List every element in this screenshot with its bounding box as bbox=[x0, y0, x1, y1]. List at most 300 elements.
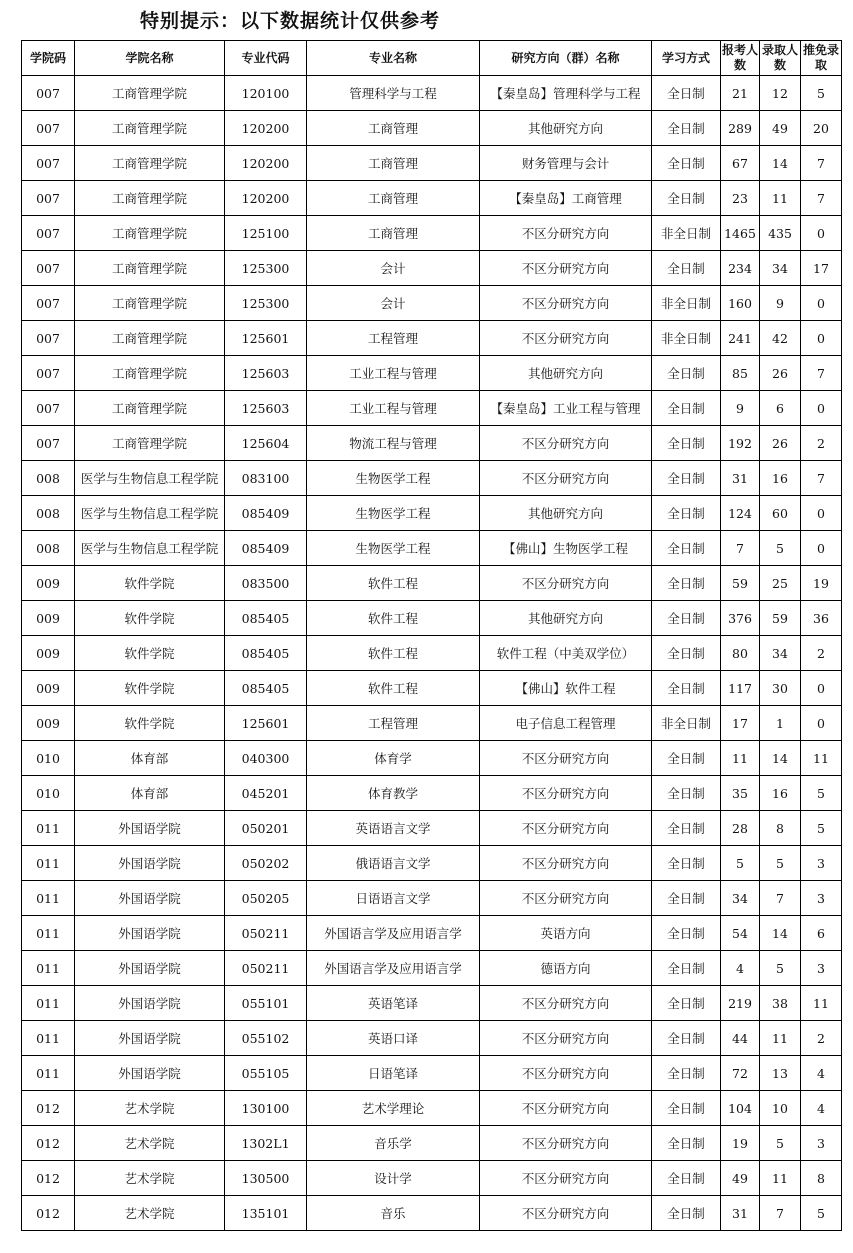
cell-admitted: 26 bbox=[760, 426, 801, 461]
cell-research-direction: 【佛山】软件工程 bbox=[480, 671, 652, 706]
cell-research-direction: 财务管理与会计 bbox=[480, 146, 652, 181]
table-row bbox=[22, 1021, 842, 1056]
cell-study-mode: 全日制 bbox=[652, 916, 721, 951]
cell-college-code: 011 bbox=[22, 881, 75, 916]
table-body bbox=[22, 76, 842, 1231]
cell-applicants: 85 bbox=[721, 356, 760, 391]
cell-major-name: 工商管理 bbox=[307, 216, 480, 251]
cell-major-code: 120200 bbox=[225, 111, 307, 146]
cell-research-direction: 不区分研究方向 bbox=[480, 741, 652, 776]
cell-admitted: 13 bbox=[760, 1056, 801, 1091]
cell-study-mode: 非全日制 bbox=[652, 321, 721, 356]
cell-college-name: 工商管理学院 bbox=[75, 286, 225, 321]
cell-major-name: 物流工程与管理 bbox=[307, 426, 480, 461]
cell-major-code: 1302L1 bbox=[225, 1126, 307, 1161]
cell-major-code: 120100 bbox=[225, 76, 307, 111]
table-row bbox=[22, 531, 842, 566]
cell-exempt-admitted: 4 bbox=[801, 1091, 842, 1126]
table-row bbox=[22, 216, 842, 251]
cell-admitted: 7 bbox=[760, 1196, 801, 1231]
cell-major-code: 125100 bbox=[225, 216, 307, 251]
cell-college-name: 体育部 bbox=[75, 741, 225, 776]
cell-exempt-admitted: 4 bbox=[801, 1056, 842, 1091]
cell-major-name: 工业工程与管理 bbox=[307, 356, 480, 391]
cell-applicants: 35 bbox=[721, 776, 760, 811]
cell-college-code: 011 bbox=[22, 916, 75, 951]
admission-table bbox=[21, 40, 842, 1231]
cell-college-name: 体育部 bbox=[75, 776, 225, 811]
cell-research-direction: 软件工程（中美双学位） bbox=[480, 636, 652, 671]
cell-applicants: 117 bbox=[721, 671, 760, 706]
cell-study-mode: 全日制 bbox=[652, 356, 721, 391]
cell-exempt-admitted: 2 bbox=[801, 1021, 842, 1056]
cell-college-code: 007 bbox=[22, 181, 75, 216]
cell-research-direction: 【秦皇岛】管理科学与工程 bbox=[480, 76, 652, 111]
cell-research-direction: 不区分研究方向 bbox=[480, 286, 652, 321]
table-row bbox=[22, 181, 842, 216]
cell-major-name: 工商管理 bbox=[307, 146, 480, 181]
cell-admitted: 34 bbox=[760, 251, 801, 286]
cell-major-name: 音乐学 bbox=[307, 1126, 480, 1161]
cell-major-name: 英语笔译 bbox=[307, 986, 480, 1021]
cell-college-name: 艺术学院 bbox=[75, 1196, 225, 1231]
cell-study-mode: 全日制 bbox=[652, 1021, 721, 1056]
table-row bbox=[22, 111, 842, 146]
cell-applicants: 289 bbox=[721, 111, 760, 146]
cell-research-direction: 不区分研究方向 bbox=[480, 251, 652, 286]
cell-exempt-admitted: 5 bbox=[801, 811, 842, 846]
cell-college-code: 011 bbox=[22, 811, 75, 846]
cell-study-mode: 全日制 bbox=[652, 671, 721, 706]
cell-applicants: 28 bbox=[721, 811, 760, 846]
cell-admitted: 8 bbox=[760, 811, 801, 846]
cell-applicants: 67 bbox=[721, 146, 760, 181]
cell-major-code: 125604 bbox=[225, 426, 307, 461]
cell-exempt-admitted: 7 bbox=[801, 356, 842, 391]
cell-exempt-admitted: 0 bbox=[801, 706, 842, 741]
cell-college-code: 011 bbox=[22, 1021, 75, 1056]
cell-major-code: 085405 bbox=[225, 671, 307, 706]
cell-admitted: 34 bbox=[760, 636, 801, 671]
cell-applicants: 34 bbox=[721, 881, 760, 916]
cell-exempt-admitted: 3 bbox=[801, 846, 842, 881]
cell-research-direction: 电子信息工程管理 bbox=[480, 706, 652, 741]
cell-major-code: 125601 bbox=[225, 321, 307, 356]
cell-exempt-admitted: 19 bbox=[801, 566, 842, 601]
cell-college-name: 外国语学院 bbox=[75, 1056, 225, 1091]
table-row bbox=[22, 251, 842, 286]
cell-exempt-admitted: 0 bbox=[801, 391, 842, 426]
cell-research-direction: 不区分研究方向 bbox=[480, 881, 652, 916]
cell-study-mode: 全日制 bbox=[652, 1196, 721, 1231]
cell-major-code: 120200 bbox=[225, 181, 307, 216]
cell-admitted: 30 bbox=[760, 671, 801, 706]
cell-major-code: 085409 bbox=[225, 496, 307, 531]
cell-research-direction: 其他研究方向 bbox=[480, 601, 652, 636]
cell-major-name: 设计学 bbox=[307, 1161, 480, 1196]
cell-admitted: 5 bbox=[760, 951, 801, 986]
cell-research-direction: 【佛山】生物医学工程 bbox=[480, 531, 652, 566]
cell-college-name: 软件学院 bbox=[75, 566, 225, 601]
cell-study-mode: 全日制 bbox=[652, 531, 721, 566]
table-header-row bbox=[22, 41, 842, 76]
cell-admitted: 60 bbox=[760, 496, 801, 531]
cell-major-name: 软件工程 bbox=[307, 671, 480, 706]
cell-study-mode: 全日制 bbox=[652, 426, 721, 461]
table-row bbox=[22, 146, 842, 181]
cell-college-name: 工商管理学院 bbox=[75, 146, 225, 181]
cell-exempt-admitted: 0 bbox=[801, 496, 842, 531]
cell-college-name: 艺术学院 bbox=[75, 1161, 225, 1196]
cell-exempt-admitted: 7 bbox=[801, 181, 842, 216]
cell-major-name: 工程管理 bbox=[307, 706, 480, 741]
cell-college-code: 011 bbox=[22, 1056, 75, 1091]
cell-applicants: 241 bbox=[721, 321, 760, 356]
cell-college-code: 012 bbox=[22, 1091, 75, 1126]
cell-admitted: 38 bbox=[760, 986, 801, 1021]
cell-college-code: 007 bbox=[22, 111, 75, 146]
header-college-name: 学院名称 bbox=[75, 41, 225, 76]
cell-college-name: 软件学院 bbox=[75, 706, 225, 741]
table-row bbox=[22, 461, 842, 496]
cell-research-direction: 不区分研究方向 bbox=[480, 846, 652, 881]
table-row bbox=[22, 356, 842, 391]
cell-study-mode: 全日制 bbox=[652, 496, 721, 531]
cell-major-code: 050205 bbox=[225, 881, 307, 916]
cell-college-code: 007 bbox=[22, 76, 75, 111]
cell-major-name: 会计 bbox=[307, 286, 480, 321]
cell-applicants: 54 bbox=[721, 916, 760, 951]
table-row bbox=[22, 881, 842, 916]
cell-major-name: 软件工程 bbox=[307, 566, 480, 601]
cell-major-code: 125603 bbox=[225, 356, 307, 391]
cell-exempt-admitted: 36 bbox=[801, 601, 842, 636]
cell-major-code: 050211 bbox=[225, 951, 307, 986]
table-row bbox=[22, 1091, 842, 1126]
cell-study-mode: 全日制 bbox=[652, 741, 721, 776]
cell-college-code: 009 bbox=[22, 601, 75, 636]
cell-applicants: 192 bbox=[721, 426, 760, 461]
cell-college-code: 012 bbox=[22, 1161, 75, 1196]
cell-college-code: 008 bbox=[22, 461, 75, 496]
cell-college-name: 软件学院 bbox=[75, 636, 225, 671]
header-major-name: 专业名称 bbox=[307, 41, 480, 76]
cell-research-direction: 德语方向 bbox=[480, 951, 652, 986]
cell-study-mode: 全日制 bbox=[652, 391, 721, 426]
cell-study-mode: 全日制 bbox=[652, 846, 721, 881]
table-row bbox=[22, 496, 842, 531]
cell-college-name: 工商管理学院 bbox=[75, 76, 225, 111]
cell-exempt-admitted: 0 bbox=[801, 671, 842, 706]
cell-college-code: 011 bbox=[22, 951, 75, 986]
cell-college-name: 艺术学院 bbox=[75, 1091, 225, 1126]
cell-admitted: 26 bbox=[760, 356, 801, 391]
cell-major-code: 130500 bbox=[225, 1161, 307, 1196]
cell-major-code: 040300 bbox=[225, 741, 307, 776]
cell-major-name: 音乐 bbox=[307, 1196, 480, 1231]
cell-exempt-admitted: 7 bbox=[801, 146, 842, 181]
cell-applicants: 1465 bbox=[721, 216, 760, 251]
cell-study-mode: 非全日制 bbox=[652, 706, 721, 741]
cell-applicants: 23 bbox=[721, 181, 760, 216]
cell-study-mode: 全日制 bbox=[652, 951, 721, 986]
cell-exempt-admitted: 2 bbox=[801, 426, 842, 461]
cell-study-mode: 全日制 bbox=[652, 986, 721, 1021]
table-row bbox=[22, 1196, 842, 1231]
cell-college-name: 工商管理学院 bbox=[75, 391, 225, 426]
cell-admitted: 42 bbox=[760, 321, 801, 356]
cell-study-mode: 全日制 bbox=[652, 461, 721, 496]
cell-major-name: 工业工程与管理 bbox=[307, 391, 480, 426]
cell-applicants: 11 bbox=[721, 741, 760, 776]
cell-study-mode: 全日制 bbox=[652, 636, 721, 671]
cell-study-mode: 全日制 bbox=[652, 1056, 721, 1091]
cell-research-direction: 其他研究方向 bbox=[480, 356, 652, 391]
cell-applicants: 31 bbox=[721, 461, 760, 496]
cell-study-mode: 全日制 bbox=[652, 566, 721, 601]
cell-research-direction: 不区分研究方向 bbox=[480, 461, 652, 496]
cell-study-mode: 全日制 bbox=[652, 76, 721, 111]
cell-exempt-admitted: 3 bbox=[801, 951, 842, 986]
cell-college-code: 007 bbox=[22, 216, 75, 251]
cell-applicants: 44 bbox=[721, 1021, 760, 1056]
cell-major-code: 045201 bbox=[225, 776, 307, 811]
cell-college-name: 外国语学院 bbox=[75, 916, 225, 951]
table-row bbox=[22, 391, 842, 426]
header-exempt-admitted: 推免录取 bbox=[801, 41, 842, 76]
cell-major-code: 050201 bbox=[225, 811, 307, 846]
table-row bbox=[22, 916, 842, 951]
header-major-code: 专业代码 bbox=[225, 41, 307, 76]
cell-applicants: 160 bbox=[721, 286, 760, 321]
cell-admitted: 14 bbox=[760, 741, 801, 776]
table-row bbox=[22, 1126, 842, 1161]
cell-exempt-admitted: 3 bbox=[801, 881, 842, 916]
cell-applicants: 234 bbox=[721, 251, 760, 286]
cell-exempt-admitted: 8 bbox=[801, 1161, 842, 1196]
cell-admitted: 11 bbox=[760, 1161, 801, 1196]
cell-college-code: 007 bbox=[22, 321, 75, 356]
cell-research-direction: 不区分研究方向 bbox=[480, 1091, 652, 1126]
cell-college-name: 工商管理学院 bbox=[75, 251, 225, 286]
cell-admitted: 12 bbox=[760, 76, 801, 111]
cell-college-name: 软件学院 bbox=[75, 671, 225, 706]
header-applicants: 报考人数 bbox=[721, 41, 760, 76]
cell-college-name: 软件学院 bbox=[75, 601, 225, 636]
cell-major-code: 125300 bbox=[225, 251, 307, 286]
cell-college-name: 工商管理学院 bbox=[75, 181, 225, 216]
cell-major-name: 生物医学工程 bbox=[307, 531, 480, 566]
cell-exempt-admitted: 5 bbox=[801, 776, 842, 811]
cell-applicants: 9 bbox=[721, 391, 760, 426]
cell-college-name: 工商管理学院 bbox=[75, 356, 225, 391]
cell-research-direction: 不区分研究方向 bbox=[480, 426, 652, 461]
cell-research-direction: 不区分研究方向 bbox=[480, 321, 652, 356]
cell-college-name: 医学与生物信息工程学院 bbox=[75, 531, 225, 566]
cell-study-mode: 全日制 bbox=[652, 1161, 721, 1196]
cell-applicants: 219 bbox=[721, 986, 760, 1021]
cell-admitted: 16 bbox=[760, 776, 801, 811]
cell-admitted: 5 bbox=[760, 846, 801, 881]
cell-study-mode: 全日制 bbox=[652, 601, 721, 636]
cell-major-name: 管理科学与工程 bbox=[307, 76, 480, 111]
table-row bbox=[22, 426, 842, 461]
cell-major-code: 055101 bbox=[225, 986, 307, 1021]
cell-major-code: 125601 bbox=[225, 706, 307, 741]
cell-exempt-admitted: 6 bbox=[801, 916, 842, 951]
cell-admitted: 7 bbox=[760, 881, 801, 916]
cell-college-name: 工商管理学院 bbox=[75, 216, 225, 251]
cell-college-code: 012 bbox=[22, 1126, 75, 1161]
cell-college-code: 010 bbox=[22, 776, 75, 811]
cell-major-name: 外国语言学及应用语言学 bbox=[307, 916, 480, 951]
cell-research-direction: 不区分研究方向 bbox=[480, 986, 652, 1021]
cell-college-code: 007 bbox=[22, 391, 75, 426]
cell-study-mode: 全日制 bbox=[652, 181, 721, 216]
cell-study-mode: 全日制 bbox=[652, 146, 721, 181]
cell-exempt-admitted: 5 bbox=[801, 1196, 842, 1231]
cell-admitted: 9 bbox=[760, 286, 801, 321]
cell-college-code: 009 bbox=[22, 636, 75, 671]
cell-major-name: 英语语言文学 bbox=[307, 811, 480, 846]
cell-admitted: 5 bbox=[760, 531, 801, 566]
cell-major-name: 体育学 bbox=[307, 741, 480, 776]
cell-college-code: 009 bbox=[22, 671, 75, 706]
cell-admitted: 14 bbox=[760, 916, 801, 951]
cell-major-name: 工程管理 bbox=[307, 321, 480, 356]
cell-exempt-admitted: 7 bbox=[801, 461, 842, 496]
cell-applicants: 5 bbox=[721, 846, 760, 881]
cell-major-name: 日语笔译 bbox=[307, 1056, 480, 1091]
cell-admitted: 6 bbox=[760, 391, 801, 426]
cell-major-name: 软件工程 bbox=[307, 601, 480, 636]
cell-major-code: 130100 bbox=[225, 1091, 307, 1126]
cell-major-name: 工商管理 bbox=[307, 111, 480, 146]
cell-research-direction: 不区分研究方向 bbox=[480, 216, 652, 251]
table-row bbox=[22, 601, 842, 636]
cell-college-name: 医学与生物信息工程学院 bbox=[75, 461, 225, 496]
cell-research-direction: 不区分研究方向 bbox=[480, 811, 652, 846]
cell-major-code: 135101 bbox=[225, 1196, 307, 1231]
cell-major-code: 055105 bbox=[225, 1056, 307, 1091]
cell-admitted: 14 bbox=[760, 146, 801, 181]
cell-exempt-admitted: 2 bbox=[801, 636, 842, 671]
cell-applicants: 7 bbox=[721, 531, 760, 566]
cell-major-name: 生物医学工程 bbox=[307, 461, 480, 496]
cell-study-mode: 全日制 bbox=[652, 776, 721, 811]
table-row bbox=[22, 76, 842, 111]
table-row bbox=[22, 1056, 842, 1091]
cell-college-name: 艺术学院 bbox=[75, 1126, 225, 1161]
cell-college-code: 007 bbox=[22, 146, 75, 181]
cell-applicants: 17 bbox=[721, 706, 760, 741]
cell-major-name: 软件工程 bbox=[307, 636, 480, 671]
cell-major-name: 会计 bbox=[307, 251, 480, 286]
header-admitted: 录取人数 bbox=[760, 41, 801, 76]
cell-exempt-admitted: 0 bbox=[801, 286, 842, 321]
cell-research-direction: 其他研究方向 bbox=[480, 111, 652, 146]
cell-applicants: 376 bbox=[721, 601, 760, 636]
cell-college-code: 010 bbox=[22, 741, 75, 776]
cell-exempt-admitted: 0 bbox=[801, 531, 842, 566]
header-college-code: 学院码 bbox=[22, 41, 75, 76]
cell-applicants: 104 bbox=[721, 1091, 760, 1126]
cell-college-code: 008 bbox=[22, 531, 75, 566]
cell-major-code: 083500 bbox=[225, 566, 307, 601]
cell-major-code: 120200 bbox=[225, 146, 307, 181]
table-row bbox=[22, 951, 842, 986]
cell-college-code: 011 bbox=[22, 846, 75, 881]
cell-college-name: 工商管理学院 bbox=[75, 321, 225, 356]
cell-research-direction: 不区分研究方向 bbox=[480, 776, 652, 811]
cell-study-mode: 全日制 bbox=[652, 881, 721, 916]
cell-college-name: 外国语学院 bbox=[75, 951, 225, 986]
cell-major-code: 125603 bbox=[225, 391, 307, 426]
table-row bbox=[22, 706, 842, 741]
cell-exempt-admitted: 3 bbox=[801, 1126, 842, 1161]
table-row bbox=[22, 566, 842, 601]
cell-admitted: 11 bbox=[760, 1021, 801, 1056]
cell-research-direction: 不区分研究方向 bbox=[480, 1021, 652, 1056]
cell-college-name: 工商管理学院 bbox=[75, 426, 225, 461]
cell-admitted: 435 bbox=[760, 216, 801, 251]
cell-college-name: 外国语学院 bbox=[75, 811, 225, 846]
table-row bbox=[22, 321, 842, 356]
cell-major-code: 085409 bbox=[225, 531, 307, 566]
cell-research-direction: 不区分研究方向 bbox=[480, 566, 652, 601]
cell-admitted: 16 bbox=[760, 461, 801, 496]
cell-applicants: 21 bbox=[721, 76, 760, 111]
cell-admitted: 59 bbox=[760, 601, 801, 636]
cell-exempt-admitted: 0 bbox=[801, 321, 842, 356]
cell-applicants: 31 bbox=[721, 1196, 760, 1231]
cell-major-name: 生物医学工程 bbox=[307, 496, 480, 531]
cell-college-name: 外国语学院 bbox=[75, 986, 225, 1021]
cell-major-code: 050202 bbox=[225, 846, 307, 881]
cell-exempt-admitted: 0 bbox=[801, 216, 842, 251]
cell-college-name: 外国语学院 bbox=[75, 1021, 225, 1056]
cell-study-mode: 全日制 bbox=[652, 1091, 721, 1126]
table-row bbox=[22, 671, 842, 706]
table-row bbox=[22, 636, 842, 671]
cell-college-name: 医学与生物信息工程学院 bbox=[75, 496, 225, 531]
cell-college-code: 007 bbox=[22, 426, 75, 461]
cell-exempt-admitted: 11 bbox=[801, 986, 842, 1021]
cell-major-name: 英语口译 bbox=[307, 1021, 480, 1056]
cell-college-code: 007 bbox=[22, 251, 75, 286]
cell-applicants: 72 bbox=[721, 1056, 760, 1091]
cell-college-code: 009 bbox=[22, 566, 75, 601]
table-row bbox=[22, 286, 842, 321]
cell-admitted: 5 bbox=[760, 1126, 801, 1161]
cell-applicants: 49 bbox=[721, 1161, 760, 1196]
cell-exempt-admitted: 17 bbox=[801, 251, 842, 286]
cell-exempt-admitted: 20 bbox=[801, 111, 842, 146]
cell-study-mode: 非全日制 bbox=[652, 216, 721, 251]
cell-major-code: 125300 bbox=[225, 286, 307, 321]
cell-major-name: 体育教学 bbox=[307, 776, 480, 811]
cell-major-name: 工商管理 bbox=[307, 181, 480, 216]
cell-college-name: 外国语学院 bbox=[75, 881, 225, 916]
page-title: 特别提示：以下数据统计仅供参考 bbox=[140, 10, 441, 32]
cell-admitted: 1 bbox=[760, 706, 801, 741]
cell-study-mode: 全日制 bbox=[652, 251, 721, 286]
cell-research-direction: 不区分研究方向 bbox=[480, 1126, 652, 1161]
cell-research-direction: 其他研究方向 bbox=[480, 496, 652, 531]
cell-major-code: 085405 bbox=[225, 601, 307, 636]
table-row bbox=[22, 811, 842, 846]
cell-college-code: 011 bbox=[22, 986, 75, 1021]
